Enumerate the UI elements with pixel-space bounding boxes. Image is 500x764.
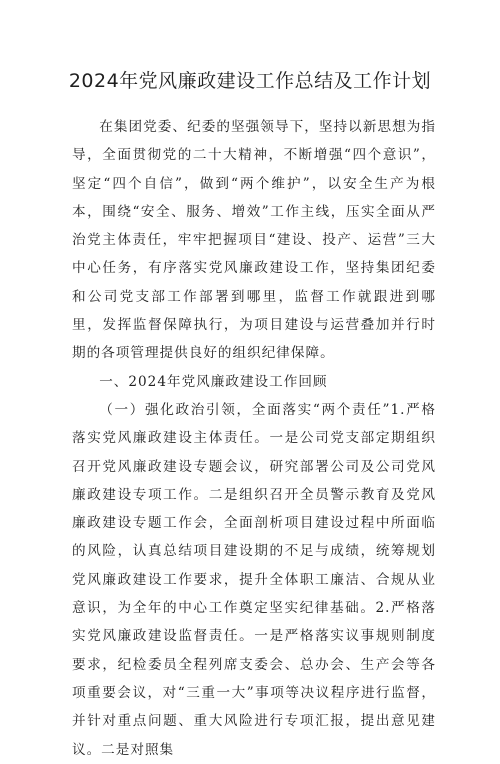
intro-paragraph: 在集团党委、纪委的坚强领导下，坚持以新思想为指导，全面贯彻党的二十大精神，不断增强“四个意识”，坚定“四个自信”，做到“两个维护”，以安全生产为根本，围绕“安全、服务、增效”工作主线，压实全面从严治党主体责任，牢牢把握项目“建设、投产、运营”三大中心任务，有序落实党风廉政建设工作，坚持集团纪委和公司党支部工作部署到哪里，监督工作就跟进到哪里，发挥监督保障执行，为项目建设与运营叠加并行时期的各项管理提供良好的组织纪律保障。: [72, 119, 436, 362]
section-heading: 一、2024年党风廉政建设工作回顾: [99, 373, 328, 390]
document-title: 2024年党风廉政建设工作总结及工作计划: [68, 70, 432, 92]
subsection-paragraph: （一）强化政治引领，全面落实“两个责任”1.严格落实党风廉政建设主体责任。一是公司党支部定期组织召开党风廉政建设专题会议，研究部署公司及公司党风廉政建设专项工作。二是组织召开全员警示教育及党风廉政建设专题工作会，全面剖析项目建设过程中所面临的风险，认真总结项目建设期的不足与成绩，统筹规划党风廉政建设工作要求，提升全体职工廉洁、合规从业意识，为全年的中心工作奠定坚实纪律基础。2.严格落实党风廉政建设监督责任。一是严格落实议事规则制度要求，纪检委员全程列席支委会、总办会、生产会等各项重要会议，对“三重一大”事项等决议程序进行监督，并针对重点问题、重大风险进行专项汇报，提出意见建议。二是对照集: [72, 401, 436, 758]
document-body: [72, 113, 436, 764]
